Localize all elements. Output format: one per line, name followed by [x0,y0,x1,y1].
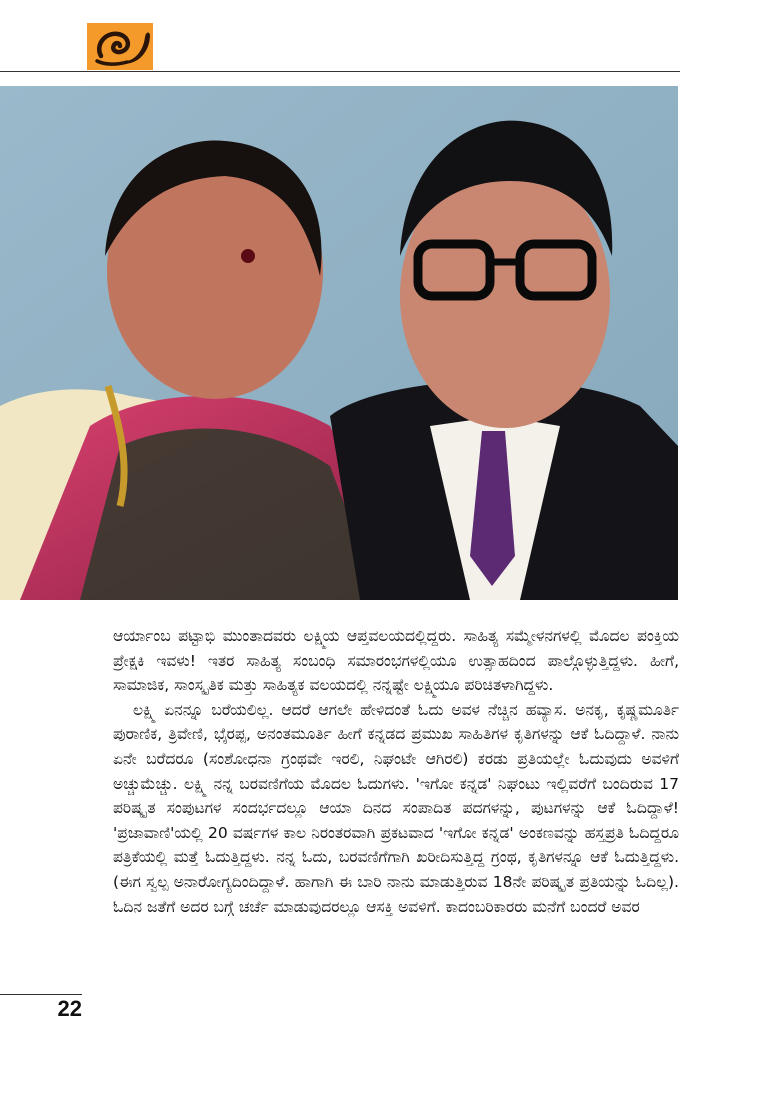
page-number-divider [0,994,82,995]
article-body [113,624,679,919]
paragraph: ಲಕ್ಷ್ಮಿ ಏನನ್ನೂ ಬರೆಯಲಿಲ್ಲ. ಆದರೆ ಆಗಲೇ ಹೇಳಿದಂತೆ ಓದು ಅವಳ ನೆಚ್ಚಿನ ಹವ್ಯಾಸ. ಅನಕೃ, ಕೃಷ್ಣಮೂರ್ತಿ ಪುರಾಣಿಕ, ತ್ರಿವೇಣಿ, ಭೈರಪ್ಪ, ಅನಂತಮೂರ್ತಿ ಹೀಗೆ ಕನ್ನಡದ ಪ್ರಮುಖ ಸಾಹಿತಿಗಳ ಕೃತಿಗಳನ್ನು ಆಕೆ ಓದಿದ್ದಾಳೆ. ನಾನು ಏನೇ ಬರೆದರೂ (ಸಂಶೋಧನಾ ಗ್ರಂಥವೇ ಇರಲಿ, ನಿಘಂಟೇ ಆಗಿರಲಿ) ಕರಡು ಪ್ರತಿಯಲ್ಲೇ ಓದುವುದು ಅವಳಿಗೆ ಅಚ್ಚುಮೆಚ್ಚು. ಲಕ್ಷ್ಮಿ ನನ್ನ ಬರವಣಿಗೆಯ ಮೊದಲ ಓದುಗಳು. 'ಇಗೋ ಕನ್ನಡ' ನಿಘಂಟು ಇಲ್ಲಿವರೆಗೆ ಬಂದಿರುವ 17 ಪರಿಷ್ಕೃತ ಸಂಪುಟಗಳ ಸಂದರ್ಭದಲ್ಲೂ ಆಯಾ ದಿನದ ಸಂಪಾದಿತ ಪದಗಳನ್ನು, ಪುಟಗಳನ್ನು ಆಕೆ ಓದಿದ್ದಾಳೆ! 'ಪ್ರಜಾವಾಣಿ'ಯಲ್ಲಿ 20 ವರ್ಷಗಳ ಕಾಲ ನಿರಂತರವಾಗಿ ಪ್ರಕಟವಾದ 'ಇಗೋ ಕನ್ನಡ' ಅಂಕಣವನ್ನು ಹಸ್ತಪ್ರತಿ ಓದಿದ್ದರೂ ಪತ್ರಿಕೆಯಲ್ಲಿ ಮತ್ತೆ ಓದುತ್ತಿದ್ದಳು. ನನ್ನ ಓದು, ಬರವಣಿಗೆಗಾಗಿ ಖರೀದಿಸುತ್ತಿದ್ದ ಗ್ರಂಥ, ಕೃತಿಗಳನ್ನೂ ಆಕೆ ಓದುತ್ತಿದ್ದಳು. (ಈಗ ಸ್ವಲ್ಪ ಅನಾರೋಗ್ಯದಿಂದಿದ್ದಾಳೆ. ಹಾಗಾಗಿ ಈ ಬಾರಿ ನಾನು ಮಾಡುತ್ತಿರುವ 18ನೇ ಪರಿಷ್ಕೃತ ಪ್ರತಿಯನ್ನು ಓದಿಲ್ಲ). ಓದಿನ ಜತೆಗೆ ಅದರ ಬಗ್ಗೆ ಚರ್ಚೆ ಮಾಡುವುದರಲ್ಲೂ ಆಸಕ್ತಿ ಅವಳಿಗೆ. ಕಾದಂಬರಿಕಾರರು ಮನೆಗೆ ಬಂದರೆ ಅವರ [113,700,679,916]
paragraph: ಆರ್ಯಾಂಬ ಪಟ್ಟಾಭಿ ಮುಂತಾದವರು ಲಕ್ಷ್ಮಿಯ ಆಪ್ತವಲಯದಲ್ಲಿದ್ದರು. ಸಾಹಿತ್ಯ ಸಮ್ಮೇಳನಗಳಲ್ಲಿ ಮೊದಲ ಪಂಕ್ತಿಯ ಪ್ರೇಕ್ಷಕಿ ಇವಳು! ಇತರ ಸಾಹಿತ್ಯ ಸಂಬಂಧಿ ಸಮಾರಂಭಗಳಲ್ಲಿಯೂ ಉತ್ಸಾಹದಿಂದ ಪಾಲ್ಗೊಳ್ಳುತ್ತಿದ್ದಳು. ಹೀಗೆ, ಸಾಮಾಜಿಕ, ಸಾಂಸ್ಕೃತಿಕ ಮತ್ತು ಸಾಹಿತ್ಯಕ ವಲಯದಲ್ಲಿ ನನ್ನಷ್ಟೇ ಲಕ್ಷ್ಮಿಯೂ ಪರಿಚಿತಳಾಗಿದ್ದಳು. [113,627,679,695]
page-number: 22 [57,996,82,1021]
spiral-logo-icon [87,23,153,70]
header-divider [0,71,680,72]
couple-photo [0,86,678,600]
